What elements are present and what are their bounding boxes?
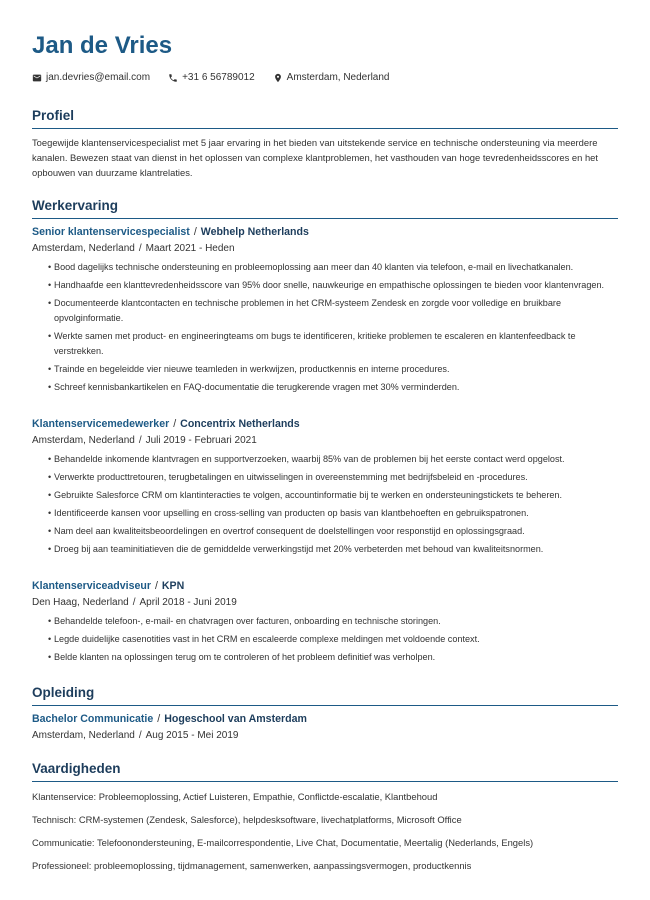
degree: Bachelor Communicatie xyxy=(32,713,154,725)
education-meta: Amsterdam, Nederland / Aug 2015 - Mei 2019 xyxy=(32,730,239,741)
candidate-name: Jan de Vries xyxy=(32,32,173,59)
job-entry xyxy=(32,225,618,395)
job-role: Klantenservicemedewerker xyxy=(32,418,170,430)
education-head: Bachelor Communicatie / Hogeschool van Amsterdam xyxy=(32,713,307,725)
education-heading: Opleiding xyxy=(32,685,618,706)
job-bullet: • Verwerkte producttretouren, terugbetalingen en uitwisselingen in overeenstemming met bedrijfsbeleid en -procedures. xyxy=(48,470,618,485)
profile-heading: Profiel xyxy=(32,108,618,129)
job-bullet: • Legde duidelijke casenotities vast in het CRM en escaleerde complexe meldingen met voldoende context. xyxy=(48,632,618,647)
job-bullet: • Behandelde inkomende klantvragen en supportverzoeken, waarbij 85% van de problemen bij het eerste contact werd opgelost. xyxy=(48,452,618,467)
job-meta: Den Haag, Nederland / April 2018 - Juni 2019 xyxy=(32,597,237,608)
job-period: April 2018 - Juni 2019 xyxy=(139,597,237,608)
job-location: Amsterdam, Nederland xyxy=(32,435,135,446)
job-role: Klantenserviceadviseur xyxy=(32,580,151,592)
job-head: Senior klantenservicespecialist / Webhelp Netherlands xyxy=(32,226,309,238)
job-bullets xyxy=(32,614,618,665)
skill-line: Communicatie: Telefoonondersteuning, E-mailcorrespondentie, Live Chat, Documentatie, Meertalig (Nederlands, Engels) xyxy=(32,837,534,848)
job-entry xyxy=(32,579,618,665)
job-company: KPN xyxy=(161,580,185,592)
contact-email xyxy=(32,71,150,85)
job-bullets xyxy=(32,260,618,395)
jobs-list xyxy=(32,225,618,665)
email-icon xyxy=(32,73,42,83)
location-text: Amsterdam, Nederland xyxy=(286,72,390,83)
job-bullet: • Handhaafde een klanttevredenheidsscore van 95% door snelle, nauwkeurige en empathische oplossingen te bieden voor klantenvragen. xyxy=(48,278,618,293)
profile-section xyxy=(32,108,618,180)
job-bullet: • Identificeerde kansen voor upselling en cross-selling van producten op basis van klantbehoeften en gebruikspatronen. xyxy=(48,506,618,521)
job-bullet: • Behandelde telefoon-, e-mail- en chatvragen over facturen, onboarding en technische storingen. xyxy=(48,614,618,629)
skill-line: Professioneel: probleemoplossing, tijdmanagement, samenwerken, aanpassingsvermogen, productkennis xyxy=(32,860,472,871)
skills-section xyxy=(32,761,618,873)
job-bullet: • Droeg bij aan teaminitiatieven die de gemiddelde verwerkingstijd met 20% verbeterden met behoud van kwaliteitsnormen. xyxy=(48,542,618,557)
skills-heading: Vaardigheden xyxy=(32,761,618,782)
email-text: jan.devries@email.com xyxy=(46,72,151,83)
job-bullet: • Documenteerde klantcontacten en technische problemen in het CRM-systeem Zendesk en zorgde voor volledige en bruikbare opvolginformatie. xyxy=(48,296,618,326)
job-meta: Amsterdam, Nederland / Maart 2021 - Heden xyxy=(32,243,235,254)
profile-summary: Toegewijde klantenservicespecialist met 5 jaar ervaring in het bieden van uitstekende service en technische ondersteuning via meerdere kanalen. Bewezen staat van dienst in het oplossen van complexe klantproblemen, het vasthouden van hoge tevredenheidsscores en het opbouwen van duurzame klantrelaties. xyxy=(32,137,598,178)
school: Hogeschool van Amsterdam xyxy=(164,713,307,725)
job-location: Den Haag, Nederland xyxy=(32,597,129,608)
job-company: Concentrix Netherlands xyxy=(180,418,300,430)
job-meta: Amsterdam, Nederland / Juli 2019 - Februari 2021 xyxy=(32,435,257,446)
contact-bar xyxy=(32,71,618,85)
experience-section xyxy=(32,198,618,665)
job-bullet: • Werkte samen met product- en engineeringteams om bugs te identificeren, kritieke problemen te escaleren en klantenfeedback te verstrekken. xyxy=(48,329,618,359)
job-location: Amsterdam, Nederland xyxy=(32,243,135,254)
job-bullet: • Trainde en begeleidde vier nieuwe teamleden in werkwijzen, productkennis en interne procedures. xyxy=(48,362,618,377)
job-bullet: • Nam deel aan kwaliteitsbeoordelingen en overtrof consequent de doelstellingen voor responstijd en oplossingsgraad. xyxy=(48,524,618,539)
job-bullet: • Schreef kennisbankartikelen en FAQ-documentatie die terugkerende vragen met 30% verminderden. xyxy=(48,380,618,395)
phone-icon xyxy=(168,73,178,83)
education-period: Aug 2015 - Mei 2019 xyxy=(145,730,239,741)
job-bullets xyxy=(32,452,618,557)
contact-phone xyxy=(168,71,255,85)
location-icon xyxy=(273,73,283,83)
job-entry xyxy=(32,417,618,557)
education-section xyxy=(32,685,618,743)
contact-location xyxy=(273,71,390,85)
job-role: Senior klantenservicespecialist xyxy=(32,226,190,238)
education-location: Amsterdam, Nederland xyxy=(32,730,135,741)
job-company: Webhelp Netherlands xyxy=(200,226,309,238)
job-period: Juli 2019 - Februari 2021 xyxy=(145,435,257,446)
job-bullet: • Gebruikte Salesforce CRM om klantinteracties te volgen, accountinformatie bij te werken en ondersteuningstickets te beheren. xyxy=(48,488,618,503)
skill-line: Klantenservice: Probleemoplossing, Actief Luisteren, Empathie, Conflictde-escalatie, Klantbehoud xyxy=(32,791,438,802)
skill-line: Technisch: CRM-systemen (Zendesk, Salesforce), helpdesksoftware, livechatplatforms, Microsoft Office xyxy=(32,814,462,825)
job-bullet: • Belde klanten na oplossingen terug om te controleren of het probleem definitief was verholpen. xyxy=(48,650,618,665)
phone-text: +31 6 56789012 xyxy=(182,72,255,83)
job-head: Klantenservicemedewerker / Concentrix Netherlands xyxy=(32,418,300,430)
job-period: Maart 2021 - Heden xyxy=(145,243,235,254)
experience-heading: Werkervaring xyxy=(32,198,618,219)
job-head: Klantenserviceadviseur / KPN xyxy=(32,580,185,592)
job-bullet: • Bood dagelijks technische ondersteuning en probleemoplossing aan meer dan 40 klanten via telefoon, e-mail en livechatkanalen. xyxy=(48,260,618,275)
